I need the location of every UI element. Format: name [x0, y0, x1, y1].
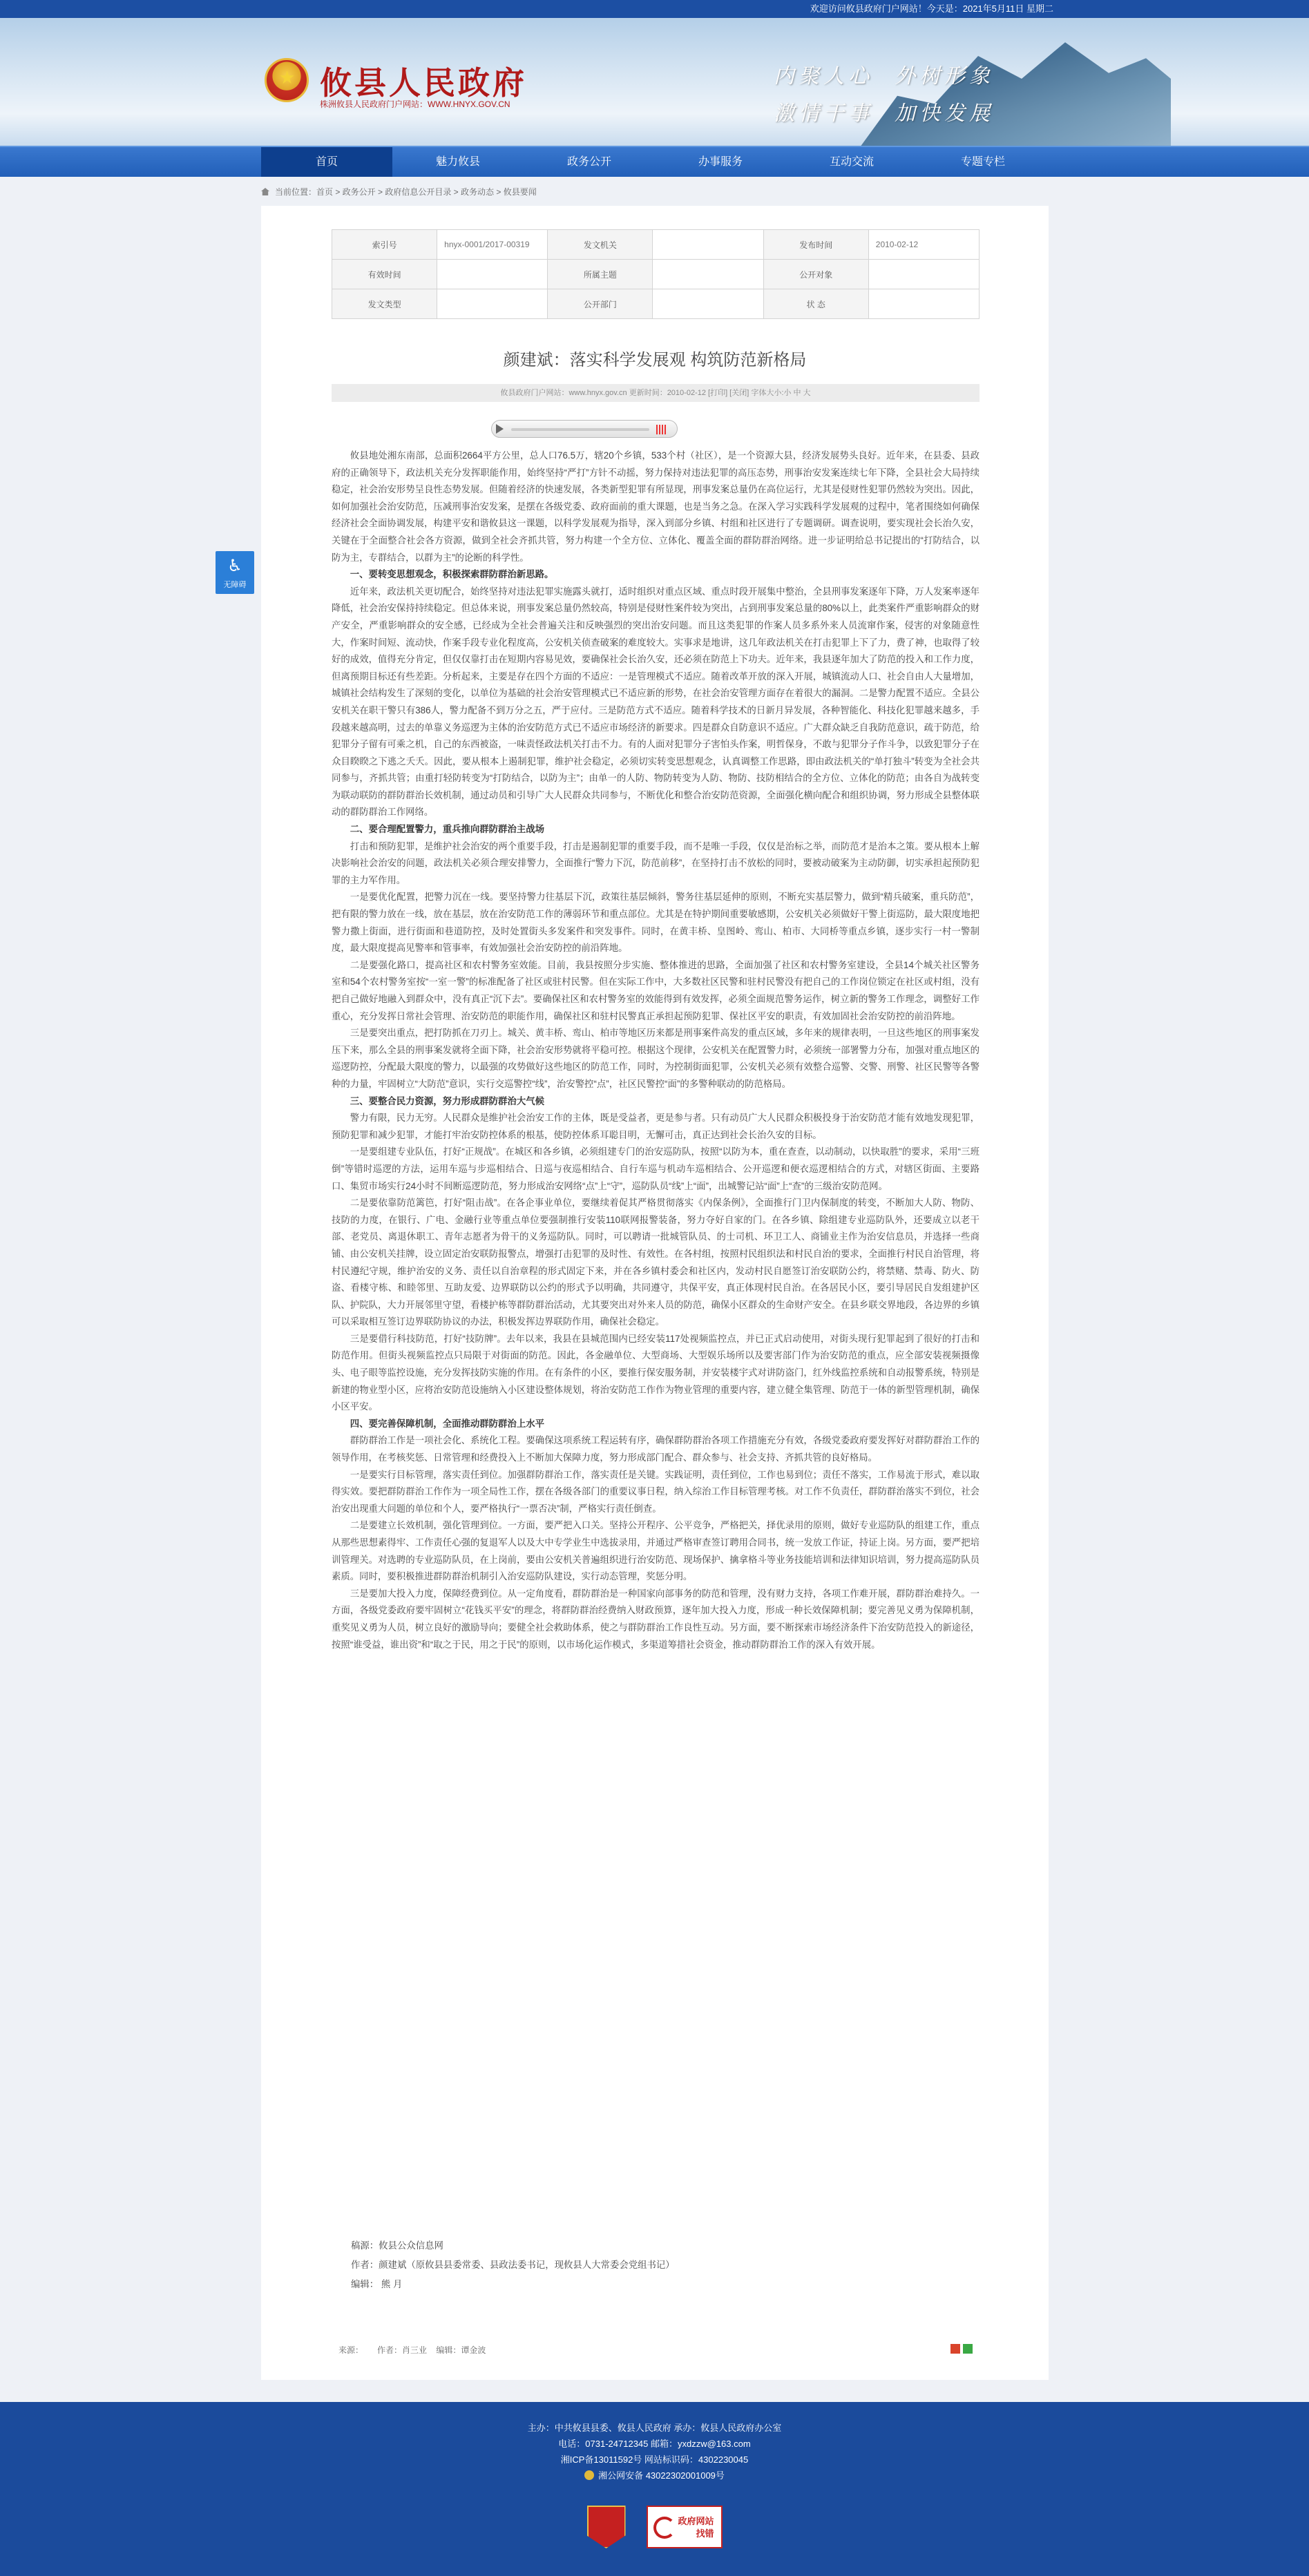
article-heading: 一、要转变思想观念，积极探索群防群治新思路。	[350, 569, 554, 580]
article-paragraph: 警力有限，民力无穷。人民群众是维护社会治安工作的主体，既是受益者，更是参与者。只有动员广大人民群众积极投身于治安防范才能有效地发现犯罪，预防犯罪和减少犯罪，才能打牢治安防控体系的根基，使防控体系耳聪目明，无懈可击，真正达到社会长治久安的目标。	[332, 1113, 980, 1140]
meta-author: 作者：肖三业	[377, 2345, 428, 2355]
top-strip	[0, 0, 1309, 18]
error-report-logo-icon	[653, 2517, 676, 2539]
meta-source: 来源：	[338, 2345, 364, 2355]
nav-item-gov-affairs[interactable]: 政务公开	[566, 156, 611, 168]
breadcrumb-text[interactable]: 当前位置：首页 > 政务公开 > 政府信息公开目录 > 政务动态 > 攸县要闻	[275, 187, 537, 197]
article-editor: 编辑： 熊 月	[351, 2279, 403, 2289]
play-icon[interactable]	[496, 424, 504, 434]
meta-value	[653, 289, 763, 319]
error-report-label: 政府网站 找错	[678, 2516, 714, 2539]
national-emblem-icon	[265, 58, 309, 102]
meta-value	[437, 289, 548, 319]
article-paragraph: 二是要建立长效机制，强化管理到位。一方面，要严把入口关。坚持公开程序、公平竞争，严格把关，择优录用的原则，做好专业巡防队的组建工作，重点从那些思想素得牢、工作责任心强的复退军人以及大中专学业生中选拔录用，并通过严格审查签订聘用合同书，统一发放工作证，持证上岗。另方面，要严把培训管理关。对选聘的专业巡防队员，在上岗前，要由公安机关普遍组织进行治安防范、现场保护、擒拿格斗等业务技能培训和法律知识培训，努力提高巡防队员素质。同时，要积极推进群防群治机制引入治安巡防队建设，实行动态管理，奖惩分明。	[332, 1520, 980, 1582]
article-footer-meta	[338, 2344, 973, 2356]
accessibility-icon: ♿	[227, 557, 242, 575]
footer-police-record[interactable]: 湘公网安备 43022302001009号	[598, 2470, 725, 2481]
content-panel	[261, 206, 1049, 2380]
banner-slogan: 内聚人心 外树形象 激情干事 加快发展	[774, 64, 995, 126]
welcome-text: 欢迎访问攸县政府门户网站！今天是：2021年5月11日 星期二	[810, 3, 1053, 14]
article-title: 颜建斌：落实科学发展观 构筑防范新格局	[503, 351, 807, 369]
meta-key: 状 态	[763, 289, 868, 319]
footer-icp[interactable]: 湘ICP备13011592号 网站标识码：4302230045	[560, 2454, 749, 2465]
meta-editor: 编辑：谭金波	[436, 2345, 486, 2355]
article-heading: 三、要整合民力资源，努力形成群防群治大气候	[350, 1095, 544, 1106]
site-subtitle: 株洲攸县人民政府门户网站：WWW.HNYX.GOV.CN	[320, 99, 510, 109]
article-source: 稿源：攸县公众信息网	[351, 2240, 443, 2251]
breadcrumb	[0, 177, 1309, 207]
nav-item-topics[interactable]: 专题专栏	[960, 156, 1005, 168]
article-info-bar[interactable]: 攸县政府门户网站：www.hnyx.gov.cn 更新时间：2010-02-12 [打印] [关闭] 字体大小:小 中 大	[332, 384, 980, 402]
footer-organizer: 主办：中共攸县县委、攸县人民政府 承办：攸县人民政府办公室	[527, 2423, 782, 2433]
article-credits	[351, 2236, 675, 2294]
meta-key: 公开部门	[548, 289, 653, 319]
meta-key: 所属主题	[548, 260, 653, 289]
meta-value	[653, 260, 763, 289]
meta-value	[868, 289, 979, 319]
article-heading: 二、要合理配置警力，重兵推向群防群治主战场	[350, 824, 544, 835]
meta-value	[868, 260, 979, 289]
article-paragraph: 一是要优化配置，把警力沉在一线。要坚持警力往基层下沉，政策往基层倾斜，警务往基层延伸的原则，不断充实基层警力，做到“精兵破案，重兵防范”，把有限的警力放在一线，放在基层，放在治安防范工作的薄弱环节和重点部位。尤其是在特护期间重要敏感期，公安机关必须做好干警上街巡防，最大限度地把警力撒上街面，进行街面和巷道防控，及时处置街头多发案件和突发事件。同时，在黄丰桥、皇图岭、鸾山、柏市、大同桥等重点乡镇，逐步实行一村一警制度，最大限度提高见警率和管事率，有效加强社会治安防控的前沿阵地。	[332, 892, 980, 954]
site-name: 攸县人民政府	[320, 66, 527, 101]
meta-value: hnyx-0001/2017-00319	[437, 230, 548, 260]
nav-item-interaction[interactable]: 互动交流	[829, 156, 874, 168]
article-paragraph: 近年来，政法机关更切配合，始终坚持对违法犯罪实施露头就打，适时组织对重点区域、重点时段开展集中整治，全县刑事发案逐年下降，万人发案率逐年降低，社会治安保持持续稳定。但总体来说，刑事发案总量仍然较高，特别是侵财性案件较为突出，占到刑事发案总量的80%以上，此类案件严重影响群众的财产安全，严重影响群众的安全感，已经成为全社会普遍关注和反映强烈的突出治安问题。而且这类犯罪的作案人员多系外来人员流窜作案，侵害的对象随意性大，作案时间短、流动快，作案手段专业化程度高，公安机关侦查破案的难度较大。实事求是地讲，这几年政法机关在打击犯罪上下了力，费了神，也取得了较好的成效，值得充分肯定，但仅仅靠打击在短期内容易见效，要确保社会长治久安，还必须在防范上下功夫。近年来，我县逐年加大了防范的投入和工作力度，但离预期目标还有些差距。分析起来，主要是存在四个方面的不适应：一是管理模式不适应。随着改革开放的深入开展，城镇流动人口、社会自由人大量增加，城镇社会结构发生了深刻的变化，以单位为基础的社会治安管理模式已不适应新的形势，在社会治安管理方面存在着很大的漏洞。二是警力配置不适应。全县公安机关在职干警只有386人，警力配备不到万分之五，严于应付。三是防范方式不适应。随着科学技术的日新月异发展，各种智能化、科技化犯罪越来越多，手段越来越高明，过去的单靠义务巡逻为主体的治安防范方式已不适应市场经济的新要求。四是群众自防意识不适应。广大群众缺乏自我防范意识，疏于防范，给犯罪分子留有可乘之机，自己的东西被盗，一味责怪政法机关打击不力。有的人面对犯罪分子害怕头作案，明哲保身，不敢与犯罪分子作斗争，以致犯罪分子在众目睽睽之下逃之夭夭。因此，要从根本上遏制犯罪，维护社会稳定，必须切实转变思想观念，认真调整工作思路，即由政法机关的“单打独斗”转变为全社会共同参与，齐抓共管；由重打轻防转变为“打防结合，以防为主”；由单一的人防、物防转变为人防、物防、技防相结合的全方位、立体化的防范；由各自为战转变为联动联防的群防群治长效机制，通过动员和引导广大人民群众共同参与，不断优化和整合治安防范资源，全面强化横向配合和组织协调，努力形成全县整体联动的群防群治工作网络。	[332, 586, 980, 818]
meta-value: 2010-02-12	[868, 230, 979, 260]
article-paragraph: 三是要借行科技防范，打好“技防牌”。去年以来，我县在县城范围内已经安装117处视频监控点，并已正式启动使用，对街头现行犯罪起到了很好的打击和防范作用。但街头视频监控点只局限于对街面的防范。因此，各金融单位、大型商场、大型娱乐场所以及要害部门作为治安防范的重点，应全部安装视频摄像头、电子眼等监控设施，充分发挥技防实施的作用。在有条件的小区，要推行保安服务制，并安装楼宇式对讲防盗门，红外线监控系统和自动报警系统，特别是新建的物业型小区，应将治安防范设施纳入小区建设整体规划，将治安防范工作作为物业管理的重要内容，建立健全集管理、防范于一体的新型管理机制，确保小区平安。	[332, 1333, 980, 1412]
meta-key: 索引号	[332, 230, 437, 260]
home-icon	[261, 188, 269, 195]
gov-site-error-report-badge[interactable]	[647, 2506, 723, 2548]
site-banner	[0, 18, 1309, 146]
article-paragraph: 一是要组建专业队伍，打好“正规战”。在城区和各乡镇，必须组建专门的治安巡防队，按照“以防为本，重在查查，以动制动，以快取胜”的要求，采用“三班倒”等错时巡逻的方法，运用车巡与步巡相结合、日巡与夜巡相结合、自行车巡与机动车巡相结合、公开巡逻和便衣巡逻相结合的方式，对辖区街面、主要路口、集贸市场实行24小时不间断巡逻防范，努力形成治安网络“点”上“守”，巡防队员“线”上“面”，出城警记站“面”上“查”的三级治安防范网。	[332, 1146, 980, 1191]
article-author: 作者：颜建斌（原攸县县委常委、县政法委书记，现攸县人大常委会党组书记）	[351, 2260, 675, 2270]
article-paragraph: 打击和预防犯罪，是维护社会治安的两个重要手段，打击是遏制犯罪的重要手段，而不是唯一手段，仅仅是治标之举，而防范才是治本之策。要从根本上解决影响社会治安的问题，政法机关必须合理安排警力，全面推行“警力下沉，防范前移”，在坚持打击不放松的同时，要被动破案为主动防御，切实承担起预防犯罪的主力军作用。	[332, 840, 980, 885]
police-badge-icon	[584, 2470, 594, 2480]
nav-item-home[interactable]: 首页	[261, 147, 392, 177]
article-paragraph: 二是要强化路口，提高社区和农村警务室效能。目前，我县按照分步实施、整体推进的思路，全面加强了社区和农村警务室建设，全县14个城关社区警务室和54个农村警务室按“一室一警”的标准配备了社区或驻村民警。但在实际工作中，大多数社区民警和驻村民警没有把自己的工作岗位锁定在社区或村组，没有把自己做好地融入到群众中，没有真正“沉下去”。要确保社区和农村警务室的效能得到有效发挥，必须全面规范警务运作，树立新的警务工作理念，调整好工作重心，充分发挥日常社会管理、治安防范的职能作用，确保社区和驻村民警真正承担起预防犯罪、保社区平安的职责，有效加固社会治安防控的前沿阵地。	[332, 959, 980, 1021]
article-paragraph: 三是要突出重点，把打防抓在刀刃上。城关、黄丰桥、鸾山、柏市等地区历来都是刑事案件高发的重点区域，多年来的规律表明，一旦这些地区的刑事案发压下来，那么全县的刑事案发就将全面下降，社会治安形势就将平稳可控。根据这个现律，公安机关在配置警力时，必须统一部署警力分布，加强对重点地区的巡逻防控，分配最大限度的警力，以最强的攻势做好这些地区的防范工作，同时，为控制街面犯罪，公安机关必须有效整合巡警、交警、刑警、社区民警等各警种的力量，牢固树立“大防范”意识，实行交巡警控“线”，治安警控“点”，社区民警控“面”的多警种联动的防范格局。	[332, 1028, 980, 1089]
meta-key: 公开对象	[763, 260, 868, 289]
wechat-share-icon[interactable]	[963, 2344, 973, 2354]
article-body	[332, 448, 980, 1653]
article-paragraph: 群防群治工作是一项社会化、系统化工程。要确保这项系统工程运转有序，确保群防群治各项工作措施充分有效，各级党委政府要发挥好对群防群治工作的领导作用，在考核奖惩、日常管理和经费投入上不断加大保障力度，努力形成部门配合、群众参与、社会支持、齐抓共管的良好格局。	[332, 1435, 980, 1463]
share-icons	[948, 2344, 973, 2356]
weibo-share-icon[interactable]	[950, 2344, 960, 2354]
meta-value	[437, 260, 548, 289]
meta-value	[653, 230, 763, 260]
meta-key: 发文机关	[548, 230, 653, 260]
site-footer	[0, 2402, 1309, 2576]
article-paragraph: 攸县地处湘东南部，总面积2664平方公里，总人口76.5万，辖20个乡镇，533个村（社区），是一个资源大县，经济发展势头良好。近年来，在县委、县政府的正确领导下，政法机关充分发挥职能作用，始终坚持“严打”方针不动摇，努力保持对违法犯罪的高压态势，刑事治安发案连续七年下降，全县社会大局持续稳定，社会治安形势呈良性态势发展。但随着经济的快速发展，各类新型犯罪有所显现，刑事发案总量仍在高位运行，尤其是侵财性犯罪仍然较为突出。因此，如何加强社会治安防范，压减刑事治安发案，是摆在各级党委、政府面前的重大课题，也是当务之急。在深入学习实践科学发展观的过程中，笔者围绕如何确保经济社会全面协调发展，构建平安和谐攸县这一课题，以科学发展观为指导，深入到部分乡镇、村组和社区进行了专题调研。调查说明，要实现社会长治久安，关键在于全面整合社会各方资源，做到全社会齐抓共管，努力构建一个全方位、立体化、覆盖全面的群防群治网络。进一步证明给总书记提出的“打防结合，以防为主，专群结合，以群为主”的论断的科学性。	[332, 450, 980, 563]
audio-progress-track[interactable]	[511, 428, 649, 431]
accessibility-label: 无障碍	[223, 581, 247, 589]
article-paragraph: 一是要实行目标管理，落实责任到位。加强群防群治工作，落实责任是关键。实践证明，责任到位，工作也易到位；责任不落实，工作易流于形式，难以取得实效。要把群防群治工作作为一项全局性工作，摆在各级各部门的重要议事日程，纳入综治工作目标管理考核。对工作不负责任，群防群治落实不到位，社会治安出现重大问题的单位和个人，要严格执行“一票否决”制，严格实行责任倒查。	[332, 1469, 980, 1514]
footer-contact: 电话：0731-24712345 邮箱：yxdzzw@163.com	[558, 2439, 751, 2449]
nav-item-charm[interactable]: 魅力攸县	[435, 156, 480, 168]
meta-table	[332, 229, 980, 319]
footer-badges	[0, 2506, 1309, 2548]
meta-key: 发布时间	[763, 230, 868, 260]
article-heading: 四、要完善保障机制，全面推动群防群治上水平	[350, 1418, 544, 1429]
audio-player[interactable]	[491, 420, 678, 438]
volume-icon[interactable]	[656, 425, 667, 434]
accessibility-button[interactable]	[216, 551, 254, 594]
meta-key: 发文类型	[332, 289, 437, 319]
article-paragraph: 三是要加大投入力度，保障经费到位。从一定角度看，群防群治是一种国家向部事务的防范和管理，没有财力支持，各项工作难开展，群防群治难持久。一方面，各级党委政府要牢固树立“花钱买平安”的理念，将群防群治经费纳入财政预算，逐年加大投入力度，形成一种长效保障机制；要完善见义勇为保障机制，重奖见义勇为人员，树立良好的激励导向；要健全社会救助体系，使之与群防群治工作良性互动。另方面，要不断探索市场经济条件下治安防范投入的新途径，按照“谁受益，谁出资”和“取之于民，用之于民”的原则，以市场化运作模式，多渠道筹措社会资金，推动群防群治工作的深入有效开展。	[332, 1588, 980, 1650]
article-paragraph: 二是要依靠防范篱笆，打好“阻击战”。在各企事业单位，要继续着促其严格贯彻落实《内保条例》，全面推行门卫内保制度的转变，不断加大人防、物防、技防的力度，在银行、广电、金融行业等重点单位要强制推行安装110联网报警装备，努力夺好自家的门。在各乡镇、除组建专业巡防队外，还要成立以老干部、老党员、离退休职工、青年志愿者为骨干的义务巡防队。同时，可以聘请一批城管队员、的士司机、环卫工人、商铺业主作为治安信息员，并选择一些商铺、由公安机关挂牌，设立固定治安联防报警点，增强打击犯罪的及时性、有效性。在各村组，按照村民组织法和村民自治的要求，全面推行村民自治管理，将村民遵纪守规，维护治安的义务、责任以自治章程的形式固定下来，并在各乡镇村委会和社区内，发动村民自愿签订治安联防公约，将禁赌、禁毒、防火、防盗、看楼守栋、和睦邻里、互助友爱、边界联防以公约的形式予以明确，共同遵守，共保平安，真正体现村民自治。在各居民小区，要引导居民自发组建护区队、护院队，大力开展邻里守望，看楼护栋等群防群治活动，尤其要突出对外来人员的防范，确保小区群众的生命财产安全。在县乡联交界地段，各边界的乡镇可以采取相互签订边界联防协议的办法，积极发挥边界联防作用，确保社会稳定。	[332, 1198, 980, 1327]
meta-key: 有效时间	[332, 260, 437, 289]
main-nav	[0, 146, 1309, 177]
nav-item-services[interactable]: 办事服务	[698, 156, 743, 168]
party-org-badge-icon[interactable]	[587, 2506, 626, 2548]
